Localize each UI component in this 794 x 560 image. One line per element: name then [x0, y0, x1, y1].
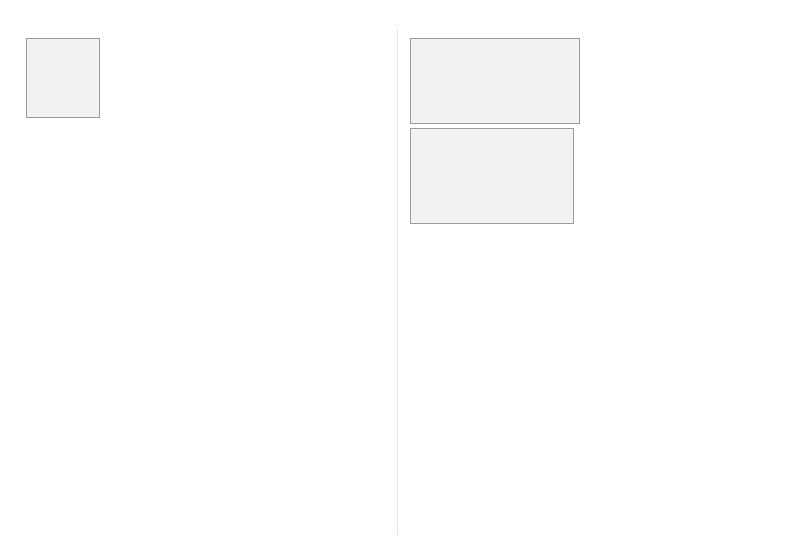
right-column — [410, 34, 772, 534]
left-column — [26, 34, 388, 534]
figure-placeholder — [26, 38, 100, 118]
figure-placeholder — [410, 128, 574, 224]
figure-placeholder — [410, 38, 580, 124]
column-divider — [397, 30, 398, 535]
